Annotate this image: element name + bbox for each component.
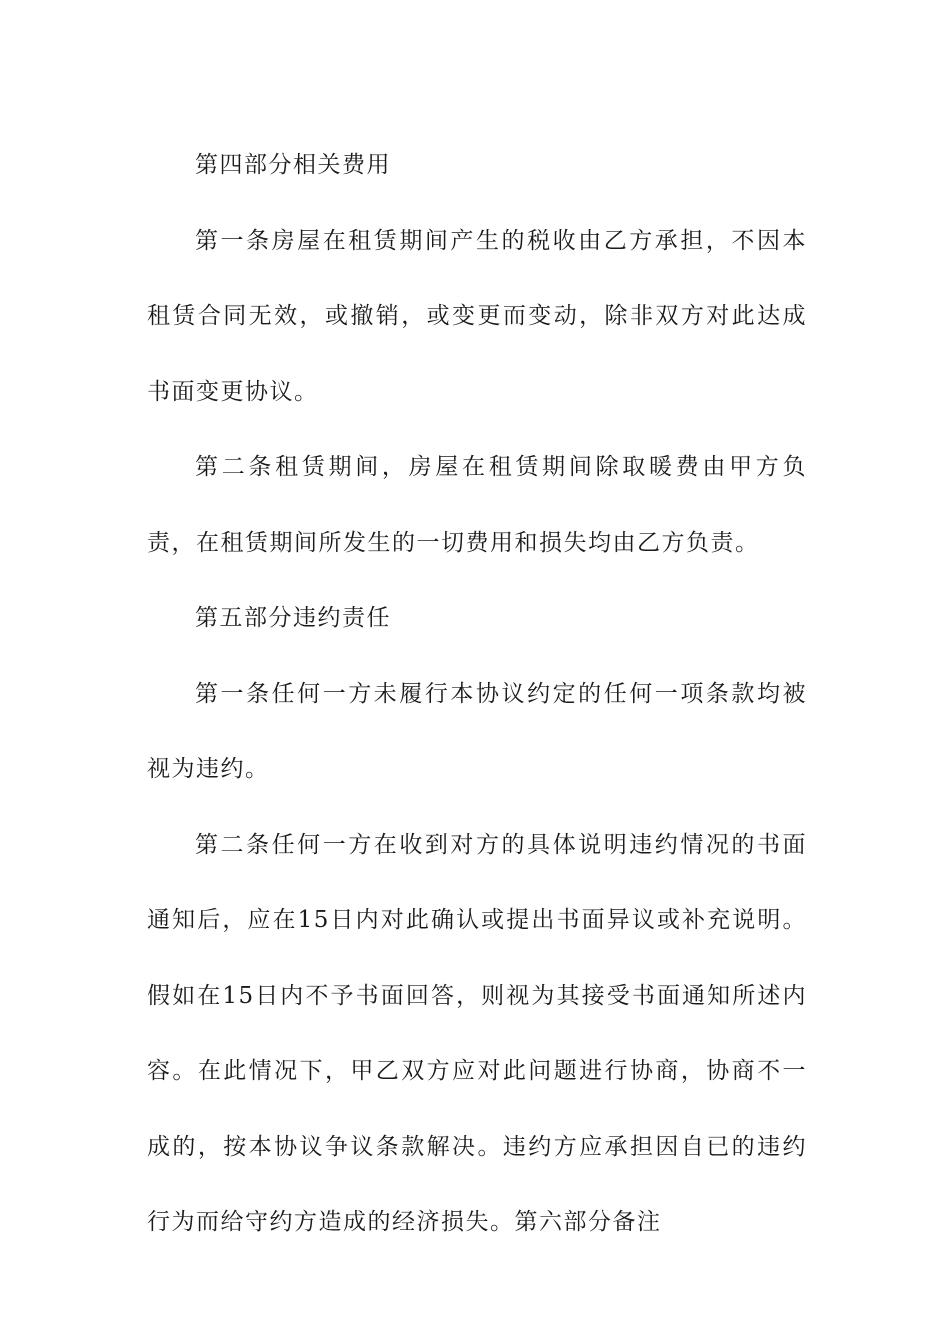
clause-paragraph: 第一条任何一方未履行本协议约定的任何一项条款均被视为违约。	[147, 680, 807, 782]
section-heading-5: 第五部分违约责任	[195, 605, 391, 631]
section-heading-4: 第四部分相关费用	[195, 152, 391, 178]
document-body	[147, 128, 807, 1261]
clause-paragraph: 第一条房屋在租赁期间产生的税收由乙方承担，不因本租赁合同无效，或撤销，或变更而变动，除非双方对此达成书面变更协议。	[147, 227, 807, 405]
clause-paragraph: 第二条任何一方在收到对方的具体说明违约情况的书面通知后，应在15日内对此确认或提出书面异议或补充说明。假如在15日内不予书面回答，则视为其接受书面通知所述内容。在此情况下，甲乙双方应对此问题进行协商，协商不一成的，按本协议争议条款解决。违约方应承担因自已的违约行为而给守约方造成的经济损失。第六部分备注	[147, 831, 807, 1235]
clause-paragraph: 第二条租赁期间，房屋在租赁期间除取暖费由甲方负责，在租赁期间所发生的一切费用和损失均由乙方负责。	[147, 454, 807, 556]
